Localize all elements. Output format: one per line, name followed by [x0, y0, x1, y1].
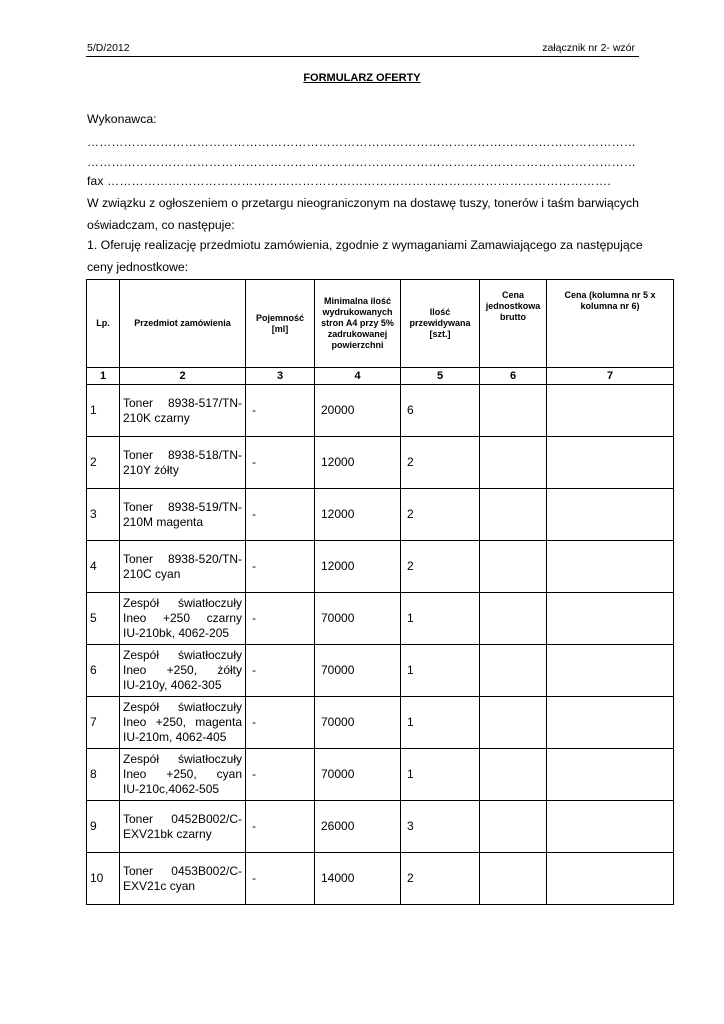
- table-row: [87, 749, 674, 801]
- row-minimalna: 70000: [315, 697, 401, 749]
- product-name-line: EXV21bk czarny: [123, 826, 212, 841]
- contractor-label: Wykonawca:: [87, 112, 157, 126]
- product-name-line: Zespół światłoczuły: [123, 700, 242, 714]
- row-ilosc: 6: [401, 385, 480, 437]
- product-name-line: EXV21c cyan: [123, 878, 196, 893]
- row-product: [120, 593, 246, 645]
- row-cena-cell[interactable]: [547, 645, 674, 697]
- row-ilosc: 2: [401, 541, 480, 593]
- product-name-line: 210C cyan: [123, 566, 181, 581]
- row-pojemnosc: -: [246, 437, 315, 489]
- row-lp: 5: [87, 593, 120, 645]
- row-cena-jednostkowa-cell[interactable]: [480, 749, 547, 801]
- product-name-line: Ineo +250, żółty: [123, 663, 242, 677]
- row-pojemnosc: -: [246, 801, 315, 853]
- row-pojemnosc: -: [246, 593, 315, 645]
- column-number: 3: [246, 368, 315, 385]
- row-product: [120, 749, 246, 801]
- row-minimalna: 70000: [315, 749, 401, 801]
- table-row: [87, 645, 674, 697]
- offer-line-2: ceny jednostkowe:: [87, 260, 189, 274]
- column-number-row: [87, 368, 674, 385]
- row-cena-cell[interactable]: [547, 749, 674, 801]
- product-name-line: Toner 8938-520/TN-: [123, 551, 242, 566]
- row-cena-jednostkowa-cell[interactable]: [480, 541, 547, 593]
- row-cena-cell[interactable]: [547, 541, 674, 593]
- row-minimalna: 70000: [315, 645, 401, 697]
- row-pojemnosc: -: [246, 385, 315, 437]
- header-reference: 5/D/2012: [87, 42, 130, 54]
- header-ilosc: Ilość przewidywana [szt.]: [401, 280, 480, 368]
- row-lp: 4: [87, 541, 120, 593]
- row-minimalna: 70000: [315, 593, 401, 645]
- row-minimalna: 14000: [315, 853, 401, 905]
- header-rule: [86, 56, 639, 57]
- row-cena-cell[interactable]: [547, 853, 674, 905]
- table-row: [87, 489, 674, 541]
- row-cena-cell[interactable]: [547, 801, 674, 853]
- document-title: FORMULARZ OFERTY: [303, 72, 421, 84]
- row-cena-jednostkowa-cell[interactable]: [480, 645, 547, 697]
- row-product: [120, 645, 246, 697]
- product-name-line: Toner 0452B002/C-: [123, 811, 242, 826]
- product-name-line: Ineo +250, magenta: [123, 715, 242, 729]
- product-name-line: Ineo +250 czarny: [123, 611, 242, 625]
- product-name-line: 210Y żółty: [123, 462, 179, 477]
- row-lp: 2: [87, 437, 120, 489]
- row-lp: 1: [87, 385, 120, 437]
- row-ilosc: 3: [401, 801, 480, 853]
- product-name-line: Zespół światłoczuły: [123, 648, 242, 662]
- table-row: [87, 853, 674, 905]
- row-cena-cell[interactable]: [547, 437, 674, 489]
- row-product: [120, 489, 246, 541]
- table-row: [87, 541, 674, 593]
- contractor-line-1: ………………………………………………………………………………………………………………………: [87, 135, 636, 149]
- row-ilosc: 1: [401, 593, 480, 645]
- statement-line-1: W związku z ogłoszeniem o przetargu nieograniczonym na dostawę tuszy, tonerów i taśm barwiących: [87, 196, 640, 210]
- row-cena-cell[interactable]: [547, 489, 674, 541]
- row-product: [120, 437, 246, 489]
- offer-table: [86, 279, 674, 905]
- product-name-line: Toner 8938-518/TN-: [123, 447, 242, 462]
- row-product: [120, 541, 246, 593]
- header-attachment: załącznik nr 2- wzór: [542, 42, 635, 54]
- row-ilosc: 2: [401, 437, 480, 489]
- row-lp: 3: [87, 489, 120, 541]
- row-lp: 6: [87, 645, 120, 697]
- product-name-line: Toner 0453B002/C-: [123, 863, 242, 878]
- row-ilosc: 1: [401, 645, 480, 697]
- product-name-line: 210K czarny: [123, 410, 190, 425]
- row-cena-cell[interactable]: [547, 385, 674, 437]
- product-name-line: IU-210m, 4062-405: [123, 730, 227, 744]
- table-row: [87, 697, 674, 749]
- table-row: [87, 385, 674, 437]
- row-minimalna: 12000: [315, 489, 401, 541]
- product-name-line: IU-210bk, 4062-205: [123, 626, 230, 640]
- row-cena-jednostkowa-cell[interactable]: [480, 489, 547, 541]
- column-number: 2: [120, 368, 246, 385]
- row-cena-jednostkowa-cell[interactable]: [480, 801, 547, 853]
- row-product: [120, 801, 246, 853]
- row-ilosc: 1: [401, 749, 480, 801]
- product-name-line: IU-210y, 4062-305: [123, 678, 222, 692]
- row-cena-jednostkowa-cell[interactable]: [480, 593, 547, 645]
- row-lp: 7: [87, 697, 120, 749]
- row-cena-cell[interactable]: [547, 593, 674, 645]
- row-minimalna: 12000: [315, 541, 401, 593]
- row-product: [120, 853, 246, 905]
- contractor-line-2: ………………………………………………………………………………………………………………………: [87, 155, 636, 169]
- row-lp: 8: [87, 749, 120, 801]
- row-pojemnosc: -: [246, 749, 315, 801]
- row-pojemnosc: -: [246, 489, 315, 541]
- product-name-line: Zespół światłoczuły: [123, 752, 242, 766]
- offer-line-1: 1. Oferuję realizację przedmiotu zamówienia, zgodnie z wymaganiami Zamawiającego za następujące: [87, 238, 643, 252]
- row-lp: 9: [87, 801, 120, 853]
- product-name-line: Toner 8938-517/TN-: [123, 395, 242, 410]
- row-cena-cell[interactable]: [547, 697, 674, 749]
- statement-line-2: oświadczam, co następuje:: [87, 218, 235, 232]
- table-header-row: [87, 280, 674, 368]
- column-number: 1: [87, 368, 120, 385]
- row-pojemnosc: -: [246, 697, 315, 749]
- row-minimalna: 12000: [315, 437, 401, 489]
- row-lp: 10: [87, 853, 120, 905]
- table-row: [87, 437, 674, 489]
- column-number: 5: [401, 368, 480, 385]
- row-ilosc: 2: [401, 853, 480, 905]
- product-name-line: Zespół światłoczuły: [123, 596, 242, 610]
- row-product: [120, 385, 246, 437]
- header-cena-jednostkowa: Cena jednostkowa brutto: [480, 280, 547, 368]
- column-number: 7: [547, 368, 674, 385]
- column-number: 4: [315, 368, 401, 385]
- row-cena-jednostkowa-cell[interactable]: [480, 385, 547, 437]
- product-name-line: Ineo +250, cyan: [123, 767, 242, 781]
- row-product: [120, 697, 246, 749]
- table-row: [87, 593, 674, 645]
- row-ilosc: 1: [401, 697, 480, 749]
- fax-line: fax …………………………………………………………………………………………………………….: [87, 174, 611, 188]
- header-przedmiot: Przedmiot zamówienia: [120, 280, 246, 368]
- row-cena-jednostkowa-cell[interactable]: [480, 697, 547, 749]
- header-lp: Lp.: [87, 280, 120, 368]
- row-minimalna: 26000: [315, 801, 401, 853]
- header-pojemnosc: Pojemność [ml]: [246, 280, 315, 368]
- column-number: 6: [480, 368, 547, 385]
- row-cena-jednostkowa-cell[interactable]: [480, 437, 547, 489]
- row-pojemnosc: -: [246, 853, 315, 905]
- header-cena-kolumna: Cena (kolumna nr 5 x kolumna nr 6): [547, 280, 674, 368]
- header-minimalna: Minimalna ilość wydrukowanych stron A4 przy 5% zadrukowanej powierzchni: [315, 280, 401, 368]
- row-pojemnosc: -: [246, 541, 315, 593]
- product-name-line: IU-210c,4062-505: [123, 782, 220, 796]
- product-name-line: 210M magenta: [123, 514, 204, 529]
- row-pojemnosc: -: [246, 645, 315, 697]
- row-cena-jednostkowa-cell[interactable]: [480, 853, 547, 905]
- row-ilosc: 2: [401, 489, 480, 541]
- product-name-line: Toner 8938-519/TN-: [123, 499, 242, 514]
- row-minimalna: 20000: [315, 385, 401, 437]
- table-row: [87, 801, 674, 853]
